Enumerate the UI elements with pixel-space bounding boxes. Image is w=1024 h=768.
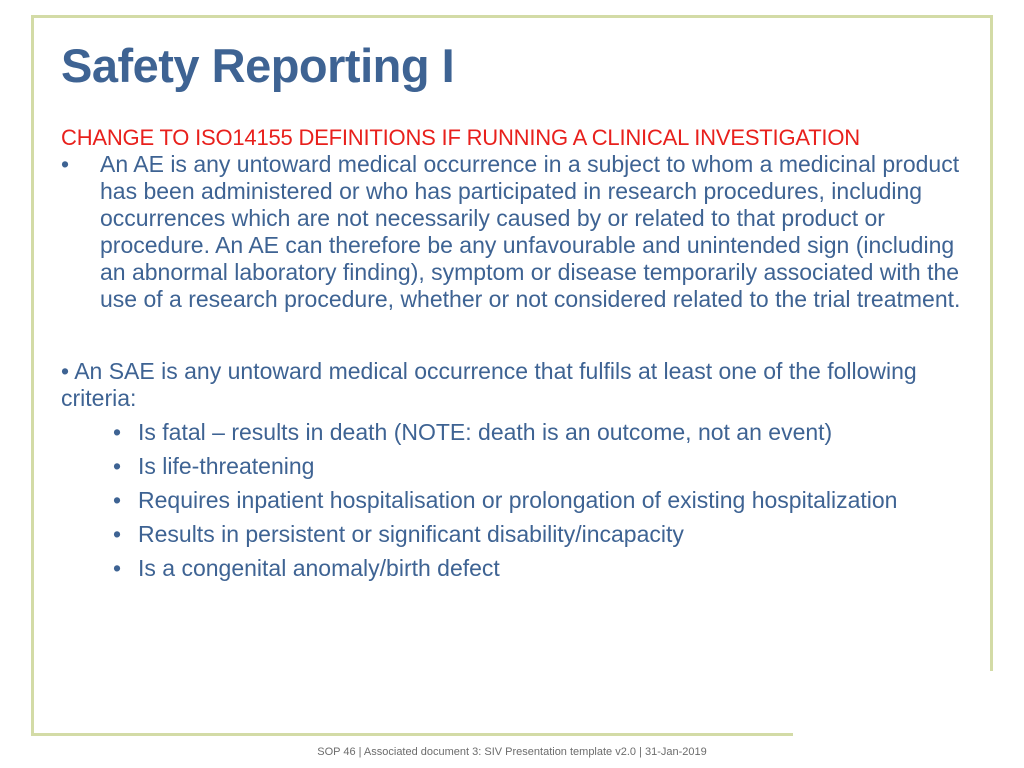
bullet-marker: •	[113, 521, 122, 547]
sae-criterion-fatal	[61, 419, 966, 446]
sae-criterion-text: Requires inpatient hospitalisation or prolongation of existing hospitalization	[138, 487, 898, 513]
slide-footer: SOP 46 | Associated document 3: SIV Presentation template v2.0 | 31-Jan-2019	[317, 746, 707, 758]
bullet-marker: •	[61, 358, 70, 384]
sae-definition-item	[61, 358, 966, 412]
sae-criteria-list	[61, 419, 966, 582]
ae-definition-text: An AE is any untoward medical occurrence in a subject to whom a medicinal product has been administered or who has participated in research procedures, including occurrences which are not necessarily caused by or related to that product or procedure. An AE can therefore be any unfavourable and unintended sign (including an abnormal laboratory finding), symptom or disease temporarily associated with the use of a research procedure, whether or not considered related to the trial treatment.	[100, 151, 961, 312]
slide-frame-bottom-edge	[31, 733, 793, 736]
slide-title: Safety Reporting I	[61, 39, 455, 92]
slide-frame-right-edge	[990, 15, 993, 671]
iso-change-note: CHANGE TO ISO14155 DEFINITIONS IF RUNNING A CLINICAL INVESTIGATION	[61, 125, 860, 150]
bullet-marker: •	[113, 487, 122, 513]
sae-intro-text: An SAE is any untoward medical occurrence that fulfils at least one of the following criteria:	[61, 358, 917, 411]
bullet-marker: •	[113, 419, 122, 445]
sae-criterion-hospitalisation	[61, 487, 966, 514]
ae-definition-item	[61, 151, 966, 313]
sae-criterion-disability	[61, 521, 966, 548]
bullet-marker: •	[113, 453, 122, 479]
sae-criterion-congenital	[61, 555, 966, 582]
sae-criterion-text: Results in persistent or significant disability/incapacity	[138, 521, 684, 547]
sae-criterion-text: Is life-threatening	[138, 453, 315, 479]
bullet-marker: •	[61, 151, 70, 177]
slide-body	[61, 124, 966, 582]
sae-criterion-text: Is a congenital anomaly/birth defect	[138, 555, 500, 581]
sae-criterion-life-threatening	[61, 453, 966, 480]
sae-criterion-text: Is fatal – results in death (NOTE: death is an outcome, not an event)	[138, 419, 833, 445]
bullet-marker: •	[113, 555, 122, 581]
